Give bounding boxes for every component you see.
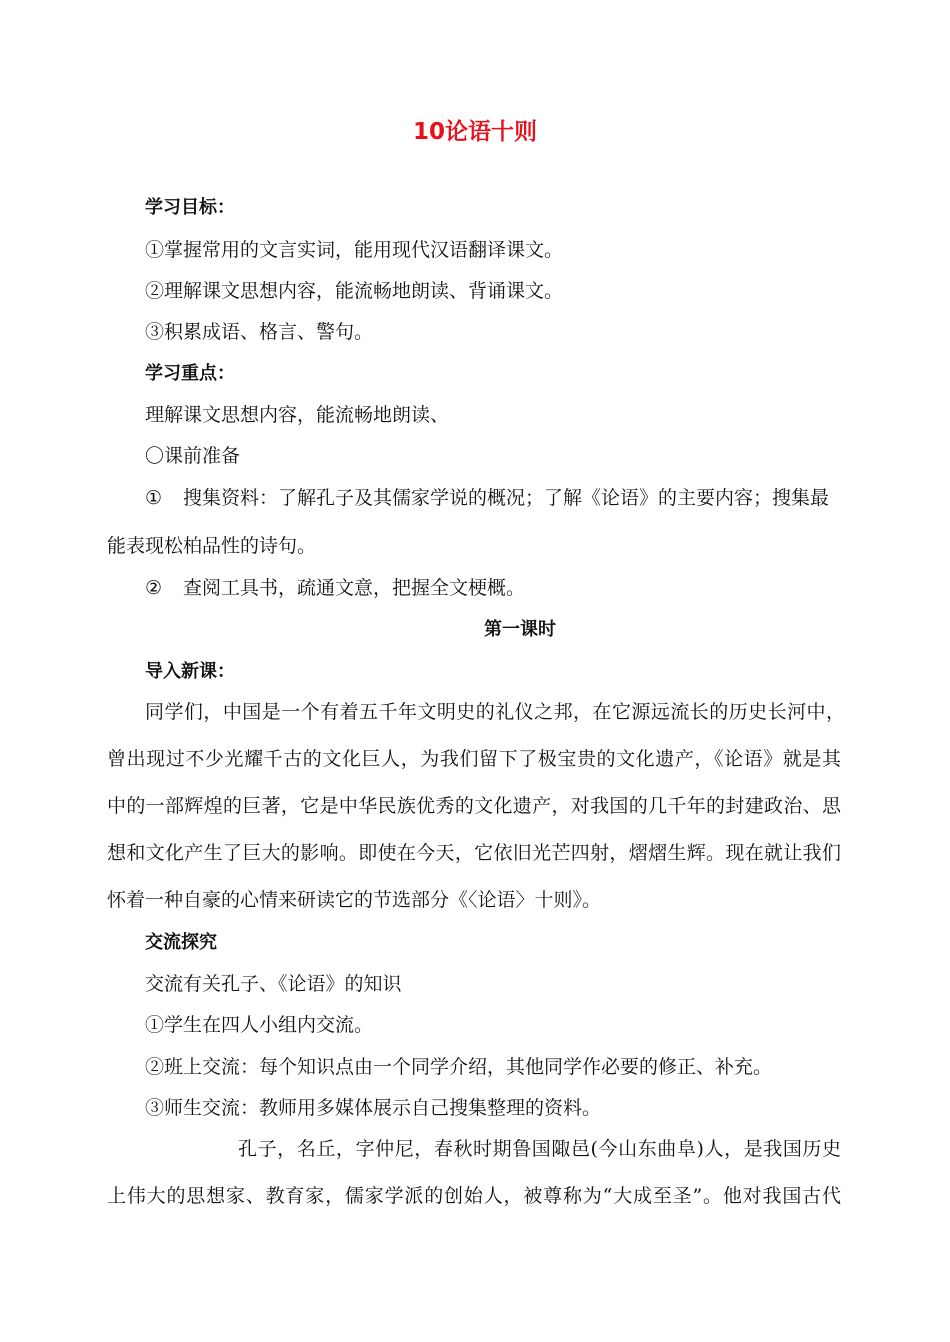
goal-item: ③积累成语、格言、警句。 [145, 321, 374, 343]
explore-item: ②班上交流：每个知识点由一个同学介绍，其他同学作必要的修正、补充。 [145, 1056, 773, 1078]
prep-heading: 〇课前准备 [145, 445, 241, 467]
document-title: 10论语十则 [412, 119, 537, 145]
intro-paragraph-line: 想和文化产生了巨大的影响。即使在今天，它依旧光芒四射，熠熠生辉。现在就让我们 [107, 842, 841, 864]
explore-item: ③师生交流：教师用多媒体展示自己搜集整理的资料。 [145, 1097, 602, 1119]
prep-item-2 [145, 575, 525, 601]
focus-heading: 学习重点： [145, 363, 235, 384]
prep-item-1 [145, 485, 829, 511]
focus-text: 理解课文思想内容，能流畅地朗读、 [145, 404, 450, 426]
goal-item: ①掌握常用的文言实词，能用现代汉语翻译课文。 [145, 239, 564, 261]
confucius-paragraph-line: 孔子，名丘，字仲尼，春秋时期鲁国陬邑(今山东曲阜)人，是我国历史 [238, 1138, 841, 1160]
goal-item: ②理解课文思想内容，能流畅地朗读、背诵课文。 [145, 280, 564, 302]
explore-heading: 交流探究 [145, 932, 217, 953]
intro-paragraph-line: 曾出现过不少光耀千古的文化巨人，为我们留下了极宝贵的文化遗产，《论语》就是其 [107, 748, 841, 770]
intro-paragraph-line: 中的一部辉煌的巨著，它是中华民族优秀的文化遗产，对我国的几千年的封建政治、思 [107, 795, 841, 817]
prep-item-1-continuation: 能表现松柏品性的诗句。 [107, 535, 317, 557]
prep-item-1-text: 搜集资料：了解孔子及其儒家学说的概况；了解《论语》的主要内容；搜集最 [183, 487, 830, 509]
prep-item-2-number: ② [145, 577, 163, 599]
intro-heading: 导入新课： [145, 661, 235, 682]
intro-paragraph-line: 怀着一种自豪的心情来研读它的节选部分《〈论语〉十则》。 [107, 889, 602, 911]
lesson-heading: 第一课时 [484, 619, 556, 640]
explore-subheading: 交流有关孔子、《论语》的知识 [145, 973, 402, 995]
explore-item: ①学生在四人小组内交流。 [145, 1014, 374, 1036]
prep-item-2-text: 查阅工具书，疏通文意，把握全文梗概。 [183, 577, 526, 599]
intro-paragraph-line: 同学们，中国是一个有着五千年文明史的礼仪之邦，在它源远流长的历史长河中， [145, 701, 845, 723]
prep-item-1-number: ① [145, 487, 163, 509]
confucius-paragraph-line: 上伟大的思想家、教育家，儒家学派的创始人，被尊称为“大成至圣”。他对我国古代 [107, 1185, 841, 1207]
goals-heading: 学习目标： [145, 197, 235, 218]
